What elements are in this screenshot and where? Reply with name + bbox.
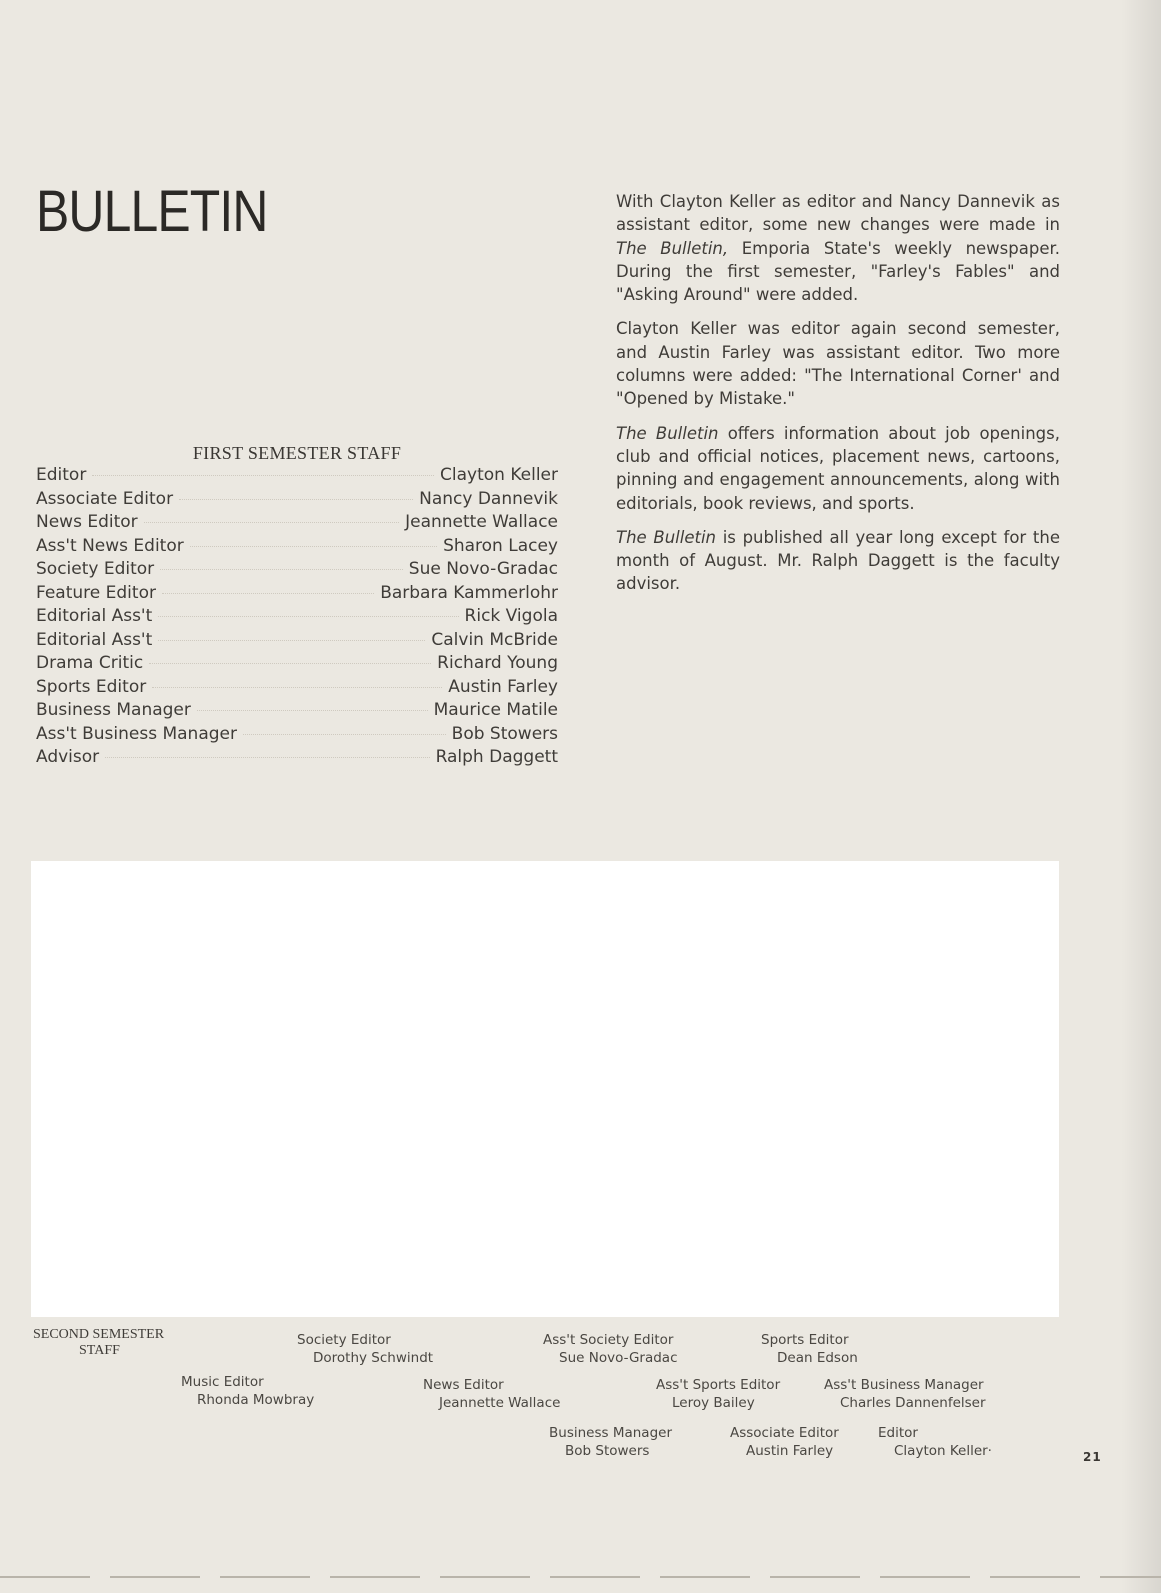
- paragraph-1-text-rest: Emporia State's weekly newspaper. During the first semester, "Farley's Fables" and "Asking Around" were added.: [616, 238, 1060, 305]
- staff-role: Ass't Business Manager: [36, 723, 237, 744]
- photo-caption: [297, 1332, 433, 1366]
- caption-role: Ass't Society Editor: [543, 1332, 674, 1348]
- staff-name: Austin Farley: [448, 676, 558, 697]
- staff-name: Sue Novo-Gradac: [408, 559, 558, 579]
- paragraph-1: [616, 190, 1060, 306]
- second-semester-heading: [33, 1327, 164, 1359]
- staff-role: Advisor: [36, 747, 100, 767]
- publication-name: The Bulletin,: [616, 238, 729, 258]
- staff-role: Society Editor: [36, 559, 155, 579]
- staff-name: Ralph Daggett: [435, 747, 558, 767]
- photo-caption: [761, 1332, 858, 1366]
- staff-row: [36, 465, 558, 489]
- staff-name: Rick Vigola: [464, 606, 558, 626]
- staff-role: Drama Critic: [36, 653, 144, 673]
- staff-role: Feature Editor: [36, 582, 156, 603]
- staff-role: Editor: [36, 465, 87, 485]
- staff-row: [36, 677, 558, 701]
- staff-row: [36, 724, 558, 748]
- photo-caption: [423, 1377, 560, 1411]
- bottom-rule: [0, 1576, 1161, 1578]
- caption-name: Sue Novo-Gradac: [559, 1350, 678, 1366]
- leader-dots: [160, 569, 403, 570]
- staff-name: Maurice Matile: [433, 700, 558, 720]
- caption-name: Clayton Keller·: [894, 1443, 992, 1459]
- staff-row: [36, 536, 558, 560]
- staff-role: News Editor: [36, 512, 138, 532]
- publication-name: The Bulletin: [616, 527, 716, 547]
- photo-caption: [543, 1332, 678, 1366]
- caption-role: Society Editor: [297, 1332, 391, 1348]
- caption-role: Ass't Sports Editor: [656, 1377, 781, 1393]
- staff-row: [36, 747, 558, 771]
- caption-role: Music Editor: [181, 1374, 264, 1390]
- caption-role: Associate Editor: [730, 1425, 839, 1441]
- first-semester-heading: FIRST SEMESTER STAFF: [192, 443, 402, 463]
- staff-row: [36, 606, 558, 630]
- paragraph-3: [616, 422, 1060, 515]
- paragraph-4: [616, 526, 1060, 596]
- leader-dots: [144, 522, 399, 523]
- page-edge-shadow: [1121, 0, 1161, 1593]
- staff-name: Bob Stowers: [451, 723, 558, 744]
- caption-name: Dean Edson: [777, 1350, 858, 1366]
- caption-role: News Editor: [423, 1377, 504, 1393]
- staff-name: Clayton Keller: [440, 465, 558, 485]
- publication-name: The Bulletin: [616, 423, 719, 443]
- photo-caption: [824, 1377, 986, 1411]
- caption-name: Charles Dannenfelser: [840, 1395, 986, 1411]
- paragraph-1-text: With Clayton Keller as editor and Nancy Dannevik as assistant editor, some new changes were made in: [616, 192, 1060, 235]
- paragraph-3-text: offers information about job openings, club and official notices, placement news, cartoons, pinning and engagement announcements, along with editorials, book reviews, and sports.: [616, 423, 1060, 513]
- caption-name: Jeannette Wallace: [439, 1395, 561, 1411]
- leader-dots: [197, 710, 428, 711]
- staff-name: Sharon Lacey: [443, 535, 558, 556]
- staff-name: Jeannette Wallace: [405, 512, 558, 532]
- leader-dots: [190, 546, 437, 547]
- caption-name: Rhonda Mowbray: [197, 1392, 315, 1408]
- photo-caption: [730, 1425, 839, 1459]
- page-title: BULLETIN: [36, 179, 268, 244]
- staff-row: [36, 512, 558, 536]
- staff-role: Ass't News Editor: [36, 535, 184, 556]
- paragraph-4-text: is published all year long except for the month of August. Mr. Ralph Daggett is the faculty advisor.: [616, 527, 1060, 594]
- leader-dots: [149, 663, 431, 664]
- staff-row: [36, 653, 558, 677]
- leader-dots: [179, 499, 413, 500]
- leader-dots: [92, 475, 434, 476]
- first-semester-staff-list: [36, 465, 558, 771]
- caption-role: Ass't Business Manager: [824, 1377, 984, 1393]
- staff-name: Barbara Kammerlohr: [380, 582, 558, 603]
- staff-row: [36, 489, 558, 513]
- photo-caption: [656, 1377, 780, 1411]
- caption-name: Austin Farley: [746, 1443, 834, 1459]
- photo-caption: [878, 1425, 992, 1459]
- leader-dots: [152, 687, 442, 688]
- leader-dots: [158, 640, 425, 641]
- staff-row: [36, 630, 558, 654]
- staff-row: [36, 559, 558, 583]
- staff-row: [36, 700, 558, 724]
- caption-role: Business Manager: [549, 1425, 672, 1441]
- caption-name: Dorothy Schwindt: [313, 1350, 434, 1366]
- staff-photo: [31, 861, 1059, 1317]
- staff-role: Associate Editor: [36, 488, 174, 509]
- staff-name: Richard Young: [437, 653, 558, 673]
- staff-role: Business Manager: [36, 700, 191, 720]
- photo-caption: [549, 1425, 672, 1459]
- caption-name: Bob Stowers: [565, 1443, 650, 1459]
- paragraph-2: Clayton Keller was editor again second semester, and Austin Farley was assistant editor. Two more columns were added: "The International Corner' and "Opened by Mistake.": [616, 319, 1060, 409]
- caption-role: Sports Editor: [761, 1332, 849, 1348]
- caption-role: Editor: [878, 1425, 918, 1441]
- second-semester-heading-line2: STAFF: [79, 1343, 120, 1358]
- article-body: [616, 190, 1060, 607]
- leader-dots: [162, 593, 374, 594]
- staff-name: Calvin McBride: [431, 629, 558, 650]
- staff-row: [36, 583, 558, 607]
- page-number: 21: [1083, 1450, 1102, 1464]
- caption-name: Leroy Bailey: [672, 1395, 755, 1411]
- staff-role: Sports Editor: [36, 676, 147, 697]
- leader-dots: [105, 757, 429, 758]
- staff-role: Editorial Ass't: [36, 629, 153, 650]
- staff-name: Nancy Dannevik: [419, 488, 558, 509]
- second-semester-heading-line1: SECOND SEMESTER: [33, 1327, 165, 1342]
- photo-caption: [181, 1374, 314, 1408]
- leader-dots: [243, 734, 446, 735]
- staff-role: Editorial Ass't: [36, 606, 153, 626]
- leader-dots: [158, 616, 458, 617]
